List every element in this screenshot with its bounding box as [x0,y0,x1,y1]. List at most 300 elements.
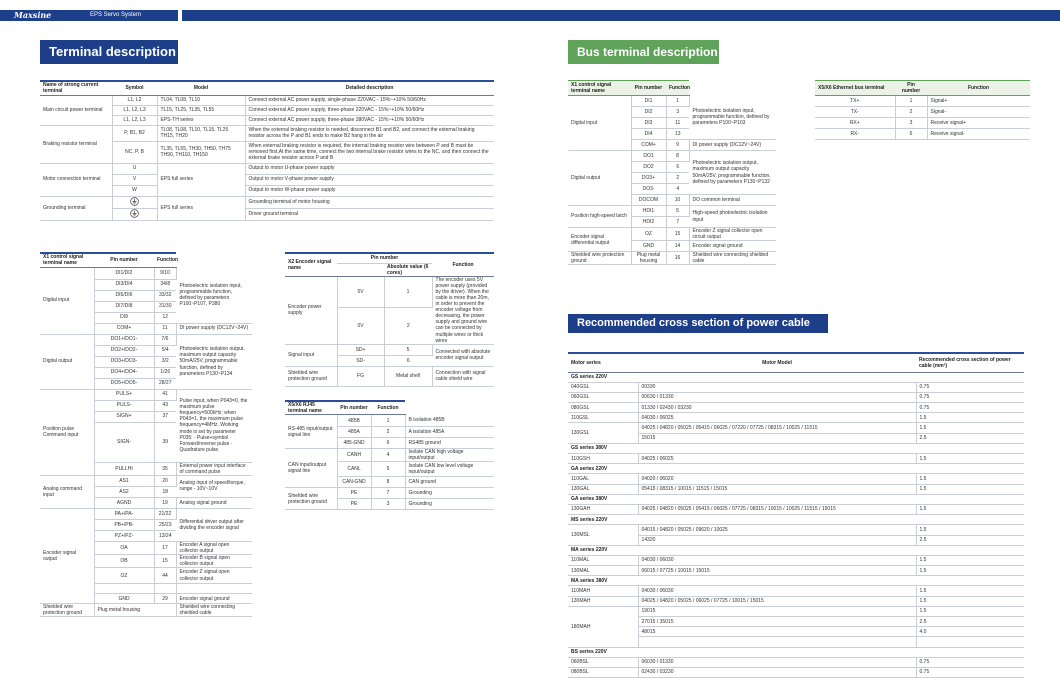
pin-cell: 3 [666,107,689,118]
pin-cell: 2 [384,307,432,344]
cross-section-cell: 1.5 [916,586,1024,596]
header-function: Function [666,81,689,96]
symbol-cell: 485-GND [337,438,371,449]
symbol-cell: PULLHI [94,462,154,475]
pin-cell: 4 [666,184,689,195]
motor-series-cell: 130GSL [568,423,638,443]
top-bar-left [0,10,178,21]
header-name: X1 control signal terminal name [40,253,94,267]
motor-model-cell: 27015 / 35015 [638,617,916,627]
table-row [568,596,1024,606]
table-row [815,129,1030,140]
function-cell: Connection with signal cable shield wire [432,366,494,386]
pin-cell: 9 [666,140,689,151]
header-detail: Detailed description [245,81,494,95]
motor-model-cell: 04030 / 06030 [638,555,916,565]
bus-terminal-title: Bus terminal description [568,40,719,64]
model-cell: EPS full series [157,163,245,196]
cross-section-cell: 1.5 [916,413,1024,423]
table-row [568,372,1024,382]
header-function: Function [927,81,1030,96]
cross-section-cell: 0.75 [916,403,1024,413]
table-row [568,454,1024,464]
pin-cell: 16 [666,252,689,265]
symbol-cell: DI3 [631,118,666,129]
function-cell: External power input interface of command pulse [176,462,252,475]
motor-series-cell: 130GAH [568,504,638,514]
group-label: Digital input [40,267,94,334]
motor-model-cell [638,637,916,647]
cross-section-cell: 1.5 [916,423,1024,433]
table-row [568,657,1024,667]
table-row [568,667,1024,677]
pin-cell [154,584,176,594]
function-cell: Encoder B signal open collector output [176,554,252,567]
table-row [568,151,776,162]
function-cell: Connected with absolute encoder signal output [432,344,494,366]
motor-model-cell: 19015 [638,606,916,616]
x2-encoder-table [285,252,494,387]
pin-cell: 29 [154,594,176,604]
pin-cell: 34/8 [154,279,176,290]
table-row [40,267,252,279]
symbol-cell: DO4+/DO4- [94,367,154,378]
pin-cell: 13 [666,129,689,140]
table-row [815,81,1030,96]
symbol-cell: PB+/PB- [94,519,154,530]
table-row [40,508,252,519]
symbol-cell: L1, L2 [112,95,157,105]
cross-section-cell: 2.5 [916,433,1024,443]
function-cell: Photoelectric isolation output, maximum output capacity 50mA/25V, programmable function, defined by parameters P130~P134 [176,334,252,389]
pin-cell: 5 [666,206,689,217]
cross-section-cell: 1.5 [916,566,1024,576]
symbol-cell: 485A [337,427,371,438]
table-row [40,604,252,617]
header-model: Motor Model [638,353,916,372]
symbol-cell: PULS+ [94,389,154,400]
function-cell: Pulse input, when P043=0, the maximum pulse frequency=500kHz; when P043=1, the maximum pulse frequency=4MHz. Working mode is set by parameter P035: · Pulse+symbol · Forward/reverse pulse · Quadrature pulse [176,389,252,462]
motor-model-cell: 14320 [638,535,916,545]
table-row [285,488,494,499]
symbol-cell: L1, L2, L3 [112,105,157,115]
symbol-cell: COM+ [94,323,154,334]
function-cell: Shielded wire connecting shielded cable [689,252,776,265]
pin-cell: 28/27 [154,378,176,389]
table-row [568,515,1024,525]
group-label: Motor connection terminal [40,163,112,196]
motor-model-cell: 02430 / 03230 [638,667,916,677]
cross-section-cell: 4.0 [916,627,1024,637]
motor-series-cell: 180MAH [568,606,638,647]
header-function: Function [432,253,494,276]
symbol-cell: GND [94,594,154,604]
symbol-cell: Plug metal housing [631,252,666,265]
terminal-description-title: Terminal description [40,40,178,64]
function-cell: Encoder Z signal open collector output [176,568,252,584]
motor-model-cell: 15015 [638,433,916,443]
symbol-cell: P, B1, B2 [112,125,157,141]
symbol-cell: V [112,174,157,185]
ethernet-table [815,80,1030,140]
header-blank [337,263,384,276]
table-row [568,484,1024,494]
group-label: Position high-speed latch [568,206,631,228]
table-row [285,401,494,415]
symbol-cell: Plug metal housing [94,604,176,617]
table-row [568,545,1024,555]
cross-section-cell: 0.75 [916,392,1024,402]
table-row [40,125,494,141]
pin-cell: 5 [371,462,405,477]
pin-cell: 1 [371,415,405,427]
table-row [568,525,1024,535]
series-header: GA series 380V [568,494,1024,504]
pin-cell: 7 [666,217,689,228]
function-cell: DI power supply (DC12V~24V) [176,323,252,334]
function-cell: Encoder signal ground [176,594,252,604]
table-row [568,96,776,107]
symbol-cell: DI1/DI2 [94,267,154,279]
detail-cell: Output to motor U-phase power supply [245,163,494,174]
pin-cell: 20 [154,475,176,486]
cross-section-cell: 1.5 [916,504,1024,514]
pin-cell: 3 [895,118,927,129]
header-cross-section: Recommended cross section of power cable (mm²) [916,353,1024,372]
pin-cell: 7/6 [154,334,176,345]
table-row [568,413,1024,423]
pin-cell: 1/26 [154,367,176,378]
pin-cell: 5/4 [154,345,176,356]
function-cell: Isolate CAN high voltage input/output [405,449,494,462]
motor-model-cell: 04030 / 06025 [638,413,916,423]
header-pin: Pin number [631,81,666,96]
ground-symbol-icon [112,208,157,220]
header-name: X2 Encoder signal name [285,253,337,276]
ground-symbol-icon [112,196,157,208]
cross-section-cell: 1.5 [916,555,1024,565]
symbol-cell: DO3+/DO3- [94,356,154,367]
series-header: GS series 220V [568,372,1024,382]
pin-cell: 44 [154,568,176,584]
symbol-cell: DOCOM [631,195,666,206]
table-row [40,95,494,105]
header-function: Function [371,401,405,415]
pin-cell: 15 [154,554,176,567]
symbol-cell: SD+ [337,344,384,355]
header-symbol: Symbol [112,81,157,95]
table-row [815,118,1030,129]
motor-model-cell: 04020 / 06020 [638,474,916,484]
pin-cell: 31/30 [154,301,176,312]
motor-model-cell: 48015 [638,627,916,637]
function-cell: Isolate CAN low level voltage input/output [405,462,494,477]
doc-title: EPS Servo System [90,12,142,18]
symbol-cell: DO2+/DO2- [94,345,154,356]
group-label: RS-485 input/output signal line [285,415,337,449]
symbol-cell: HDI2 [631,217,666,228]
pin-cell: 4 [371,449,405,462]
symbol-cell: DI9 [94,312,154,323]
table-row [568,566,1024,576]
function-cell: The encoder uses 5V power supply (provided by the driver). When the cable is more than 20m, in order to prevent the encoder voltage from decreasing, the power supply and ground wire can be connected by multiple wires or thick wires [432,276,494,344]
function-cell: Photoelectric isolation input, programmable function, defined by parameters P100~P107, P380 [176,267,252,323]
pin-cell: 12 [154,312,176,323]
table-row [285,366,494,386]
pin-cell: 25/23 [154,519,176,530]
motor-series-cell: 110GAL [568,474,638,484]
cross-section-cell: 0.75 [916,667,1024,677]
pin-cell: 8 [666,151,689,162]
pin-cell: 7 [371,488,405,499]
detail-cell: Grounding terminal of motor housing [245,196,494,208]
table-row [285,449,494,462]
function-cell: DI power supply (DC12V~24V) [689,140,776,151]
pin-cell: 6 [384,355,432,366]
pin-cell: 6 [371,438,405,449]
table-row [568,423,1024,433]
function-cell: Receive signal- [927,129,1030,140]
group-label: Digital input [568,96,631,151]
table-row [285,253,494,263]
symbol-cell: PE [337,488,371,499]
group-label: Encoder signal differential output [568,228,631,252]
pin-cell: 6 [666,162,689,173]
pin-cell: 35 [154,462,176,475]
detail-cell: Connect external AC power supply, three-phase 220VAC - 15%~+10% 50/60Hz [245,105,494,115]
function-cell: Encoder Z signal collector open circuit output [689,228,776,241]
cross-section-cell: 2.5 [916,535,1024,545]
table-row [568,647,1024,657]
series-header: MS series 220V [568,515,1024,525]
motor-model-cell: 05415 / 08315 / 10015 / 11515 / 15015 [638,484,916,494]
cross-section-cell: 1.5 [916,596,1024,606]
cross-section-cell: 1.5 [916,474,1024,484]
symbol-cell: 485B [337,415,371,427]
detail-cell: When external braking resistor is required, the internal braking resistor wire between P and B must be removed first,At the same time, connect the two internal brake resistor wires to the NC, and then connect the external brake resistor across P and B [245,141,494,163]
motor-model-cell: 04025 / 06025 [638,454,916,464]
symbol-cell: AS1 [94,475,154,486]
symbol-cell: DO2 [631,162,666,173]
model-cell: TL35, TL55, TH30, TH50, TH75 TH90, TH110, TH150 [157,141,245,163]
header-model: Model [157,81,245,95]
function-cell: Photoelectric isolation output, maximum output capacity 50mA/25V, programmable function, defined by parameters P130~P132 [689,151,776,195]
motor-series-cell: 060GSL [568,392,638,402]
motor-series-cell: 040GSL [568,382,638,392]
motor-series-cell: 110GSH [568,454,638,464]
group-label: Shielded wire protection ground [285,366,337,386]
symbol-cell: FG [337,366,384,386]
function-cell: Signal+ [927,96,1030,107]
pin-cell: 3/2 [154,356,176,367]
header-name: X5/X6 Ethernet bus terminal [815,81,895,96]
model-cell: EPS full series [157,196,245,220]
symbol-cell: DI2 [631,107,666,118]
function-cell [176,584,252,594]
header-pin: Pin number [337,401,371,415]
cross-section-cell: 1.5 [916,525,1024,535]
table-row [815,96,1030,107]
symbol-cell: DO5+/DO5- [94,378,154,389]
series-header: MA series 380V [568,576,1024,586]
pin-cell: 17 [154,541,176,554]
table-row [568,392,1024,402]
symbol-cell: DO1+/DO1- [94,334,154,345]
motor-series-cell: 130MSL [568,525,638,545]
function-cell: Grounding [405,499,494,510]
x1-control-table [40,252,252,617]
pin-cell: 14 [666,241,689,252]
function-cell: Analog signal ground [176,497,252,508]
header-pin: Pin number [895,81,927,96]
table-row [40,253,252,267]
strong-current-table [40,80,494,221]
bus-x1-table [568,80,776,265]
motor-model-cell: 04025 / 04820 / 05025 / 06025 / 07725 / 10015 / 15015 [638,596,916,606]
table-row [568,81,776,96]
table-row [568,555,1024,565]
series-header: MA series 220V [568,545,1024,555]
pin-cell: 2 [371,427,405,438]
group-label: Main circuit power terminal [40,95,112,125]
model-cell: TL15, TL25, TL35, TL55 [157,105,245,115]
function-cell: Shielded wire connecting shielded cable [176,604,252,617]
symbol-cell: COM+ [631,140,666,151]
function-cell: A isolation 485A [405,427,494,438]
table-row [568,464,1024,474]
group-label: Encoder power supply [285,276,337,344]
symbol-cell: DO1 [631,151,666,162]
symbol-cell: AS2 [94,486,154,497]
pin-cell: 11 [154,323,176,334]
detail-cell: Output to motor W-phase power supply [245,185,494,196]
function-cell: DO common terminal [689,195,776,206]
table-row [568,494,1024,504]
symbol-cell: DI4 [631,129,666,140]
symbol-cell: 0V [337,307,384,344]
symbol-cell: AGND [94,497,154,508]
symbol-cell: PA+/PA- [94,508,154,519]
symbol-cell: DI3/DI4 [94,279,154,290]
model-cell: EPS-TH series [157,115,245,125]
group-label: Position pulse Command input [40,389,94,475]
motor-model-cell: 04025 / 04820 / 05025 / 05415 / 06025 / 07725 / 08315 / 10015 / 10025 / 11515 / 15015 [638,504,916,514]
table-row [568,586,1024,596]
motor-model-cell: 06015 / 07725 / 10015 / 15015 [638,566,916,576]
pin-cell: 39 [154,422,176,462]
symbol-cell [94,584,154,594]
function-cell: Photoelectric isolation input, programmable function, defined by parameters P100~P103 [689,96,776,140]
motor-model-cell: 04015 / 04820 / 05025 / 09620 / 10025 [638,525,916,535]
symbol-cell: L1, L2, L3 [112,115,157,125]
header-pin: Pin number [94,253,154,267]
cross-section-cell: 2.5 [916,617,1024,627]
symbol-cell: OB [94,554,154,567]
group-label: Braking resistor terminal [40,125,112,163]
detail-cell: When the external braking resistor is needed, disconnect B1 and B2, and connect the external braking resistor across the P and B1 ends to make B2 hang in the air [245,125,494,141]
group-label: Encoder signal output [40,508,94,603]
motor-series-cell: 130MAL [568,566,638,576]
table-row [40,475,252,486]
group-label: CAN input/output signal line [285,449,337,488]
pin-cell: 3 [371,499,405,510]
motor-model-cell: 00630 / 01330 [638,392,916,402]
function-cell: Receive signal+ [927,118,1030,129]
header-name: X1 control signal terminal name [568,81,631,96]
symbol-cell: CAN-GND [337,477,371,488]
function-cell: Analog input of speed/torque, range - 10V~10V [176,475,252,497]
motor-model-cell: 04030 / 06030 [638,586,916,596]
pin-cell: 21/22 [154,508,176,519]
function-cell: Grounding [405,488,494,499]
motor-series-cell: 130GAL [568,484,638,494]
pin-cell: 15 [666,228,689,241]
pin-cell: 13/24 [154,530,176,541]
table-row [40,81,494,95]
symbol-cell: OZ [631,228,666,241]
rj45-table [285,400,494,510]
cross-section-cell: 1.5 [916,606,1024,616]
symbol-cell: HDI1 [631,206,666,217]
function-cell: Differential driver output after dividing the encoder signal [176,508,252,541]
pin-cell: 33/32 [154,290,176,301]
motor-model-cell: 06030 / 01330 [638,657,916,667]
pin-cell: 6 [895,129,927,140]
motor-series-cell: 110MAL [568,555,638,565]
pin-cell: 10 [666,195,689,206]
cross-section-cell: 0.75 [916,382,1024,392]
pin-cell: 1 [666,96,689,107]
header-series: Motor series [568,353,638,372]
group-label: Shielded wire protection ground [40,604,94,617]
symbol-cell: 5V [337,276,384,307]
group-label: Shielded wire protection ground [285,488,337,510]
symbol-cell: SIGN- [94,422,154,462]
table-row [568,382,1024,392]
table-row [285,344,494,355]
function-cell: B isolation 485B [405,415,494,427]
pin-cell: Metal shell [384,366,432,386]
motor-series-cell: 080BSL [568,667,638,677]
symbol-cell: W [112,185,157,196]
cross-section-table [568,352,1024,678]
cross-section-cell [916,637,1024,647]
series-header: BS series 220V [568,647,1024,657]
top-bar [0,10,1060,21]
table-row [285,415,494,427]
cross-section-cell: 0.75 [916,657,1024,667]
symbol-cell: NC, P, B [112,141,157,163]
function-cell: Encoder signal ground [689,241,776,252]
function-cell: RS485 ground [405,438,494,449]
table-row [40,163,494,174]
symbol-cell: RX- [815,129,895,140]
symbol-cell: OA [94,541,154,554]
model-cell: TL08, TL08, TL10, TL15, TL25 TH15, TH20 [157,125,245,141]
table-row [568,353,1024,372]
table-row [40,389,252,400]
pin-cell: 11 [666,118,689,129]
pin-cell: 18 [154,486,176,497]
symbol-cell: CANH [337,449,371,462]
table-row [568,504,1024,514]
pin-cell: 8 [371,477,405,488]
detail-cell: Output to motor V-phase power supply [245,174,494,185]
symbol-cell: SIGN+ [94,411,154,422]
pin-cell: 2 [895,107,927,118]
symbol-cell: PZ+/PZ- [94,530,154,541]
group-label: Digital output [568,151,631,206]
